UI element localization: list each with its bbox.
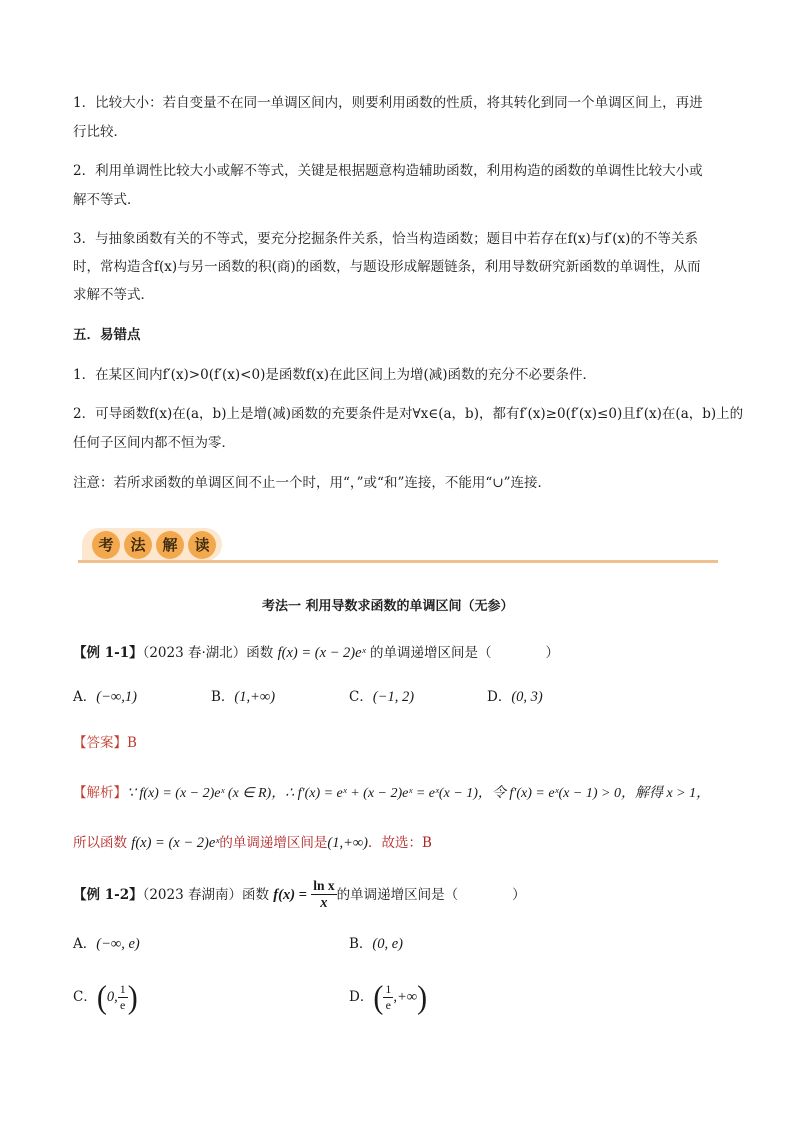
option-a-label: A． bbox=[73, 689, 97, 705]
option-d-denominator: e bbox=[385, 998, 391, 1012]
analysis-derivation: ∵ f(x) = (x − 2)eˣ (x ∈ R)，∴ f′(x) = eˣ + (x − 2)eˣ = eˣ(x − 1)，令 f′(x) = eˣ(x − 1) > 0，解得 x > 1， bbox=[127, 786, 711, 801]
example2-source: （2023 春湖南）函数 bbox=[142, 887, 269, 903]
option-d-label: D． bbox=[487, 689, 512, 705]
example1-answer: 【答案】B bbox=[73, 735, 137, 751]
paren-left: ( bbox=[373, 978, 384, 1016]
example1-question-text: 的单调递增区间是（ ） bbox=[369, 645, 559, 661]
option-c-denominator: e bbox=[120, 998, 126, 1012]
option-c-value: (−1, 2) bbox=[372, 689, 415, 705]
example2-function-fraction bbox=[311, 879, 336, 911]
option-a-value: (−∞,1) bbox=[96, 689, 137, 705]
example1-option-a bbox=[73, 690, 137, 705]
option-c-fraction bbox=[118, 983, 128, 1011]
example1-option-d bbox=[487, 690, 543, 705]
analysis-label: 【解析】 bbox=[73, 785, 127, 801]
paren-right: ) bbox=[417, 978, 428, 1016]
paren-right: ) bbox=[127, 978, 138, 1016]
mistakes-note: 注意：若所求函数的单调区间不止一个时，用“，”或“和”连接，不能用“∪”连接． bbox=[73, 475, 551, 491]
option-c-left: 0, bbox=[106, 989, 118, 1005]
example1-label: 【例 1-1】 bbox=[73, 645, 143, 661]
summary-p3-line3: 求解不等式． bbox=[73, 287, 154, 303]
summary-p2-line2: 解不等式． bbox=[73, 192, 141, 208]
example2-option-d bbox=[349, 978, 427, 1016]
option-d-label: D． bbox=[349, 989, 374, 1005]
summary-p3-line1: 3．与抽象函数有关的不等式，要充分挖掘条件关系，恰当构造函数；题目中若存在f(x)与f′(x)的不等关系 bbox=[73, 231, 698, 247]
example1-source: （2023 春·湖北）函数 bbox=[142, 645, 274, 661]
method1-title: 考法一 利用导数求函数的单调区间（无参） bbox=[262, 599, 514, 614]
option-b-value: (1,+∞) bbox=[234, 689, 276, 705]
example2-function-lhs: f(x) = bbox=[273, 887, 307, 903]
mistakes-item2-line1: 2．可导函数f(x)在(a，b)上是增(减)函数的充要条件是对∀x∈(a，b)，都有f′(x)≥0(f′(x)≤0)且f′(x)在(a，b)上的 bbox=[73, 406, 744, 422]
mistakes-item1: 1．在某区间内f′(x)>0(f′(x)<0)是函数f(x)在此区间上为增(减)函数的充分不必要条件． bbox=[73, 367, 597, 383]
option-d-numerator: 1 bbox=[385, 982, 392, 997]
example2-question bbox=[73, 878, 526, 912]
option-c-numerator: 1 bbox=[119, 982, 126, 997]
option-b-label: B． bbox=[349, 936, 373, 952]
summary-p1-line2: 行比较． bbox=[73, 124, 127, 140]
mistakes-item2-line2: 任何子区间内都不恒为零． bbox=[73, 435, 235, 451]
analysis-conclusion-function: f(x) = (x − 2)eˣ bbox=[131, 835, 220, 851]
example1-option-c bbox=[349, 690, 414, 705]
example1-question bbox=[73, 646, 559, 661]
option-d-value: (0, 3) bbox=[511, 689, 543, 705]
analysis-conclusion-middle: 的单调递增区间是 bbox=[219, 835, 328, 851]
option-b-value: (0, e) bbox=[372, 936, 404, 952]
option-c-label: C． bbox=[349, 689, 373, 705]
example1-option-b bbox=[211, 690, 275, 705]
summary-p3-line2: 时，常构造含f(x)与另一函数的积(商)的函数，与题设形成解题链条，利用导数研究新函数的单调性，从而 bbox=[73, 259, 701, 275]
mistakes-heading: 五．易错点 bbox=[73, 327, 141, 343]
option-c-label: C． bbox=[73, 989, 97, 1005]
option-a-label: A． bbox=[73, 936, 97, 952]
example2-label: 【例 1-2】 bbox=[73, 887, 143, 903]
option-b-label: B． bbox=[211, 689, 235, 705]
option-d-right: ,+∞ bbox=[393, 989, 418, 1005]
fraction-denominator: x bbox=[320, 895, 328, 912]
analysis-conclusion-interval: (1,+∞) bbox=[327, 835, 369, 851]
banner-divider bbox=[78, 560, 718, 563]
example2-option-b bbox=[349, 937, 403, 952]
banner-char-3: 解 bbox=[156, 531, 184, 559]
fraction-numerator: ln x bbox=[311, 879, 336, 895]
analysis-conclusion-prefix: 所以函数 bbox=[73, 835, 127, 851]
banner-char-2: 法 bbox=[124, 531, 152, 559]
summary-p2-line1: 2．利用单调性比较大小或解不等式，关键是根据题意构造辅助函数，利用构造的函数的单调性比较大小或 bbox=[73, 163, 703, 179]
analysis-conclusion-suffix: ．故选：B bbox=[368, 835, 432, 851]
option-a-value: (−∞, e) bbox=[96, 936, 140, 952]
banner-char-1: 考 bbox=[92, 531, 120, 559]
example2-option-c bbox=[73, 978, 138, 1016]
banner-char-4: 读 bbox=[188, 531, 216, 559]
example1-function: f(x) = (x − 2)eˣ bbox=[277, 645, 366, 661]
paren-left: ( bbox=[96, 978, 107, 1016]
example2-question-text: 的单调递增区间是（ ） bbox=[336, 887, 526, 903]
example1-analysis-line2 bbox=[73, 836, 432, 851]
example1-analysis-line1 bbox=[73, 787, 710, 801]
summary-p1-line1: 1．比较大小：若自变量不在同一单调区间内，则要利用函数的性质，将其转化到同一个单调区间上，再进 bbox=[73, 95, 703, 111]
example2-option-a bbox=[73, 937, 140, 952]
option-d-fraction bbox=[383, 983, 393, 1011]
